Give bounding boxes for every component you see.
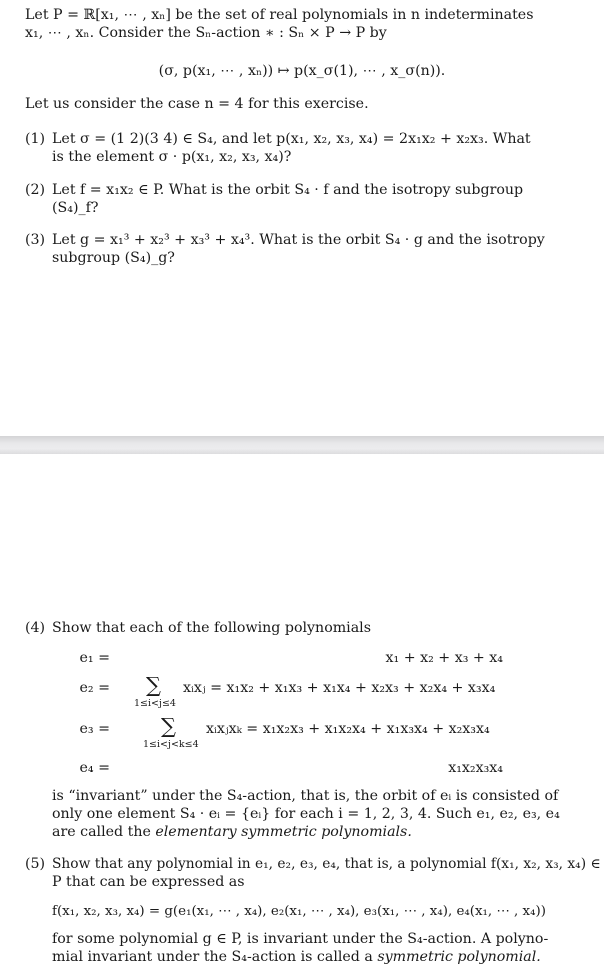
e3-sum-range: 1≤i<j<k≤4 (143, 739, 199, 750)
intro-line-2: x₁, ⋯ , xₙ. Consider the Sₙ-action ∗ : Sₙ × P → P by (25, 25, 387, 41)
intro-line-1: Let P = ℝ[x₁, ⋯ , xₙ] be the set of real polynomials in n indeterminates (25, 7, 534, 23)
question-5-number: (5) (25, 856, 46, 872)
action-formula: (σ, p(x₁, ⋯ , xₙ)) ↦ p(x_σ(1), ⋯ , x_σ(n)). (158, 63, 446, 79)
question-4-line-2: only one element S₄ · eᵢ = {eᵢ} for each i = 1, 2, 3, 4. Such e₁, e₂, e₃, e₄ (52, 806, 560, 822)
question-4-intro: Show that each of the following polynomials (52, 620, 371, 636)
page-2 (0, 454, 604, 980)
e1-definition: x₁ + x₂ + x₃ + x₄ (385, 650, 503, 666)
question-5-line-4-text: mial invariant under the S₄-action is called a (52, 949, 378, 965)
question-5-line-4 (52, 948, 541, 966)
question-5-line-3: for some polynomial g ∈ P, is invariant under the S₄-action. A polyno- (52, 931, 549, 947)
e3-sum-symbol: ∑ (161, 714, 176, 738)
e3-definition: xᵢxⱼxₖ = x₁x₂x₃ + x₁x₂x₄ + x₁x₃x₄ + x₂x₃x₄ (206, 721, 490, 737)
question-3-line-2: subgroup (S₄)_g? (52, 250, 175, 266)
e2-label: e₂ = (79, 680, 110, 696)
question-2-line-2: (S₄)_f? (52, 200, 99, 216)
e1-label: e₁ = (79, 650, 110, 666)
question-4-line-3-text: are called the (52, 824, 156, 840)
e3-label: e₃ = (79, 721, 110, 737)
question-5-formula: f(x₁, x₂, x₃, x₄) = g(e₁(x₁, ⋯ , x₄), e₂(x₁, ⋯ , x₄), e₃(x₁, ⋯ , x₄), e₄(x₁, ⋯ , x₄)) (52, 904, 546, 919)
question-4-line-1: is “invariant” under the S₄-action, that is, the orbit of eᵢ is consisted of (52, 788, 559, 804)
question-1-line-1: Let σ = (1 2)(3 4) ∈ S₄, and let p(x₁, x₂, x₃, x₄) = 2x₁x₂ + x₂x₃. What (52, 131, 531, 147)
e2-definition: xᵢxⱼ = x₁x₂ + x₁x₃ + x₁x₄ + x₂x₃ + x₂x₄ + x₃x₄ (183, 680, 496, 696)
question-4-number: (4) (25, 620, 46, 636)
question-3-line-1: Let g = x₁³ + x₂³ + x₃³ + x₄³. What is the orbit S₄ · g and the isotropy (52, 232, 545, 248)
page-1 (0, 0, 604, 436)
case-line: Let us consider the case n = 4 for this exercise. (25, 96, 369, 112)
term-elementary-symmetric: elementary symmetric polynomials. (155, 824, 412, 840)
question-5-line-2: P that can be expressed as (52, 874, 245, 890)
e4-label: e₄ = (79, 760, 110, 776)
page-separator (0, 436, 604, 454)
term-symmetric-polynomial: symmetric polynomial. (377, 949, 541, 965)
question-2-number: (2) (25, 182, 46, 198)
question-4-line-3 (52, 823, 412, 841)
question-5-line-1: Show that any polynomial in e₁, e₂, e₃, e₄, that is, a polynomial f(x₁, x₂, x₃, x₄) ∈ (52, 856, 601, 872)
question-2-line-1: Let f = x₁x₂ ∈ P. What is the orbit S₄ · f and the isotropy subgroup (52, 182, 524, 198)
e2-sum-symbol: ∑ (146, 673, 161, 697)
question-1-number: (1) (25, 131, 46, 147)
e2-sum-range: 1≤i<j≤4 (134, 698, 176, 709)
question-3-number: (3) (25, 232, 46, 248)
question-1-line-2: is the element σ · p(x₁, x₂, x₃, x₄)? (52, 149, 292, 165)
e4-definition: x₁x₂x₃x₄ (448, 760, 503, 776)
